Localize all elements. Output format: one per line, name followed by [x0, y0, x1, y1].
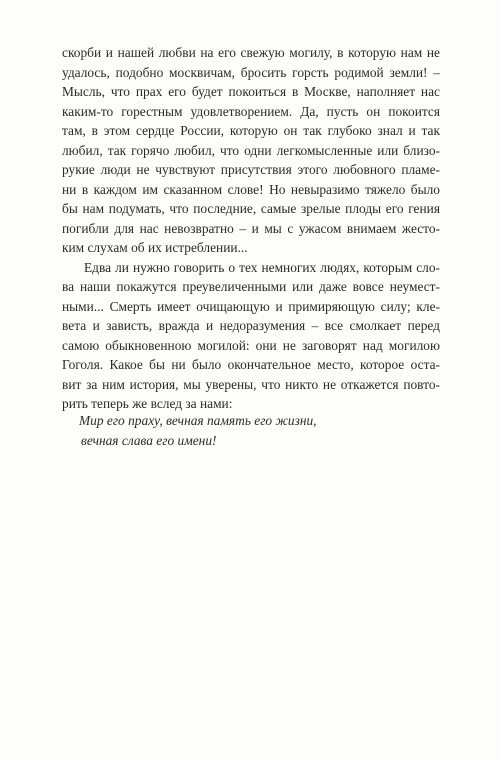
text-line: бы нам подумать, что последние, самые зрелые плоды его гения — [62, 201, 440, 216]
text-line: Мысль, что прах его будет покоиться в Москве, наполняет нас — [62, 84, 440, 99]
body-text — [62, 43, 440, 414]
paragraph-1 — [62, 43, 440, 258]
text-line: удалось, подобно москвичам, бросить горсть родимой земли! – — [62, 64, 440, 80]
text-line: Гоголя. Какое бы ни было окончательное место, которое оста- — [62, 357, 440, 372]
text-line: любил, так горячо любил, что одни легкомысленные или близо- — [62, 142, 440, 158]
text-line: ными... Смерть имеет очищающую и примиряющую силу; кле- — [62, 298, 440, 314]
text-line: ким слухам об их истреблении... — [62, 240, 248, 255]
text-line: там, в этом сердце России, которую он так глубоко знал и так — [62, 123, 440, 138]
verse-line: Мир его праху, вечная память его жизни, — [79, 413, 317, 428]
paragraph-2 — [62, 258, 440, 414]
text-line: самою обыкновенною могилой: они не заговорят над могилою — [62, 337, 440, 353]
verse-line: вечная слава его имени! — [81, 432, 217, 448]
text-line: Едва ли нужно говорить о тех немногих людях, которым сло- — [84, 259, 440, 275]
text-line: ва наши покажутся преувеличенными или даже вовсе неумест- — [62, 279, 440, 294]
verse-quote — [79, 411, 317, 450]
text-line: рукие люди не чувствуют присутствия этого любовного пламе- — [62, 162, 440, 177]
text-line: погибли для нас невозвратно – и мы с ужасом внимаем жесто- — [62, 220, 440, 236]
text-line: вета и зависть, вражда и недоразумения – все смолкает перед — [62, 318, 440, 333]
text-line: вит за ним история, мы уверены, что никто не откажется повто- — [62, 376, 440, 392]
text-line: ни в каждом им сказанном слове! Но невыразимо тяжело было — [62, 181, 440, 197]
text-line: каким-то горестным удовлетворением. Да, пусть он покоится — [62, 103, 440, 119]
text-line: скорби и нашей любви на его свежую могилу, в которую нам не — [62, 45, 440, 60]
text-line: рить теперь же вслед за нами: — [62, 396, 233, 411]
